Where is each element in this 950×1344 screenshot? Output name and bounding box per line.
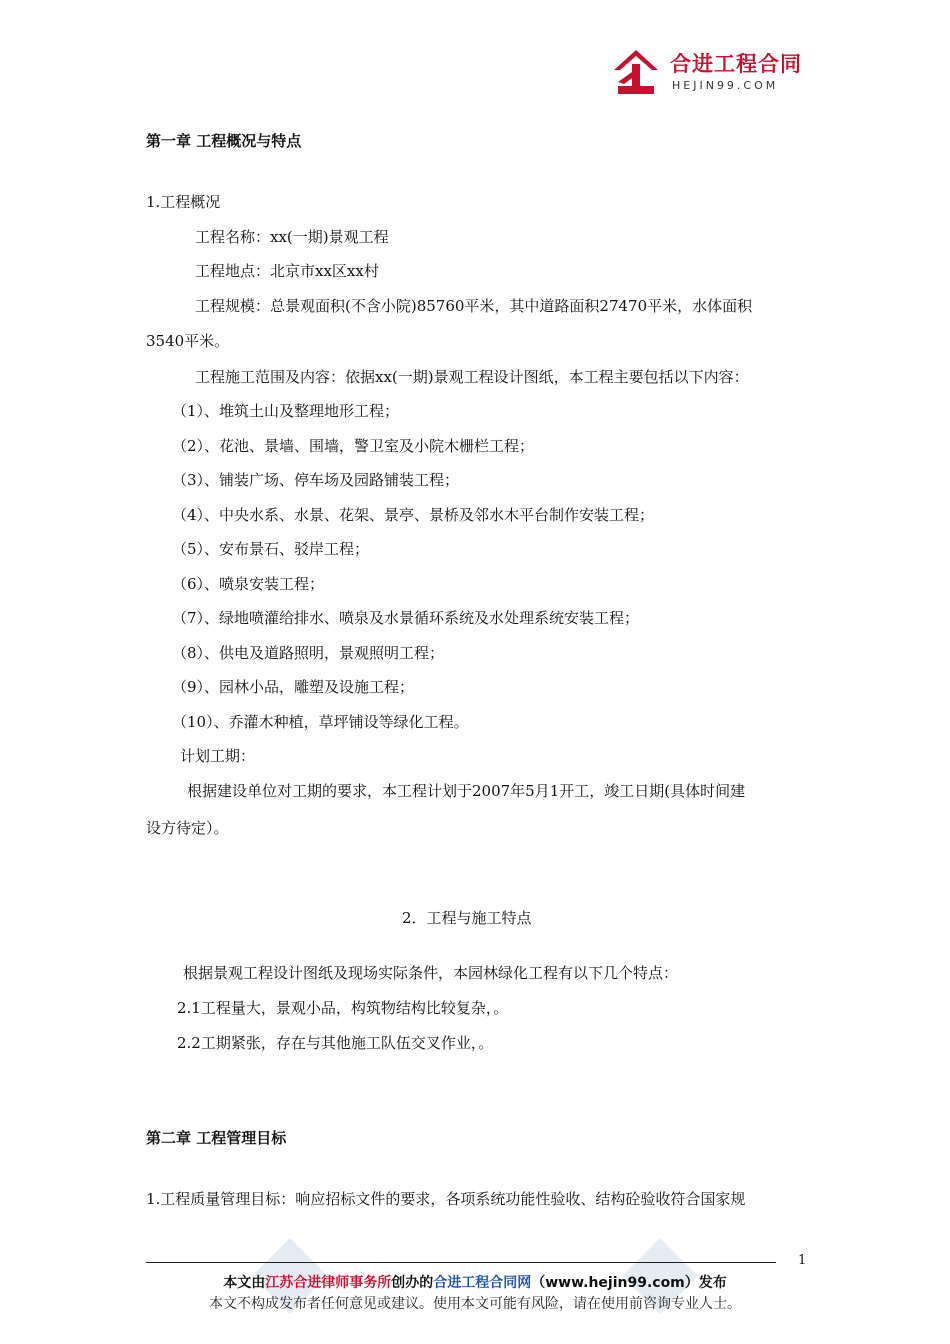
quality-goal: 1.工程质量管理目标：响应招标文件的要求，各项系统功能性验收、结构砼验收符合国家规: [146, 1190, 746, 1208]
feature-item: 2.2工期紧张，存在与其他施工队伍交叉作业，。: [177, 1034, 494, 1052]
scope-item: （7）、绿地喷灌给排水、喷泉及水景循环系统及水处理系统安装工程；: [172, 609, 640, 627]
footer-prefix: 本文由: [223, 1275, 266, 1291]
logo-url: HEJIN99.COM: [672, 79, 779, 92]
section-2-title: 2．工程与施工特点: [402, 909, 532, 927]
chapter-1-heading: 第一章 工程概况与特点: [146, 132, 302, 150]
scope-item: （5）、安布景石、驳岸工程；: [172, 540, 370, 558]
schedule-text: 根据建设单位对工期的要求，本工程计划于2007年5月1开工，竣工日期(具体时间建: [187, 782, 746, 800]
logo-name: 合进工程合同: [670, 52, 802, 76]
site-logo: [612, 44, 812, 100]
footer-disclaimer: 本文不构成发布者任何意见或建议。使用本文可能有风险，请在使用前咨询专业人士。: [209, 1296, 741, 1312]
project-location: 工程地点：北京市xx区xx村: [195, 262, 379, 280]
project-scale: 工程规模：总景观面积(不含小院)85760平米，其中道路面积27470平米，水体面积: [195, 297, 753, 315]
scope-intro: 工程施工范围及内容：依据xx(一期)景观工程设计图纸，本工程主要包括以下内容：: [195, 368, 749, 386]
section-1-title: 1.工程概况: [146, 193, 221, 211]
scope-item: （8）、供电及道路照明，景观照明工程；: [172, 644, 445, 662]
footer-divider: [146, 1262, 776, 1263]
features-intro: 根据景观工程设计图纸及现场实际条件，本园林绿化工程有以下几个特点：: [183, 964, 679, 982]
scope-item: （1）、堆筑土山及整理地形工程；: [172, 402, 400, 420]
schedule-label: 计划工期：: [180, 747, 256, 765]
project-scale-cont: 3540平米。: [146, 332, 230, 350]
feature-item: 2.1工程量大，景观小品，构筑物结构比较复杂，。: [177, 999, 509, 1017]
scope-item: （9）、园林小品，雕塑及设施工程；: [172, 678, 415, 696]
scope-item: （4）、中央水系、水景、花架、景亭、景桥及邻水木平台制作安装工程；: [172, 506, 655, 524]
project-name: 工程名称：xx(一期)景观工程: [195, 228, 389, 246]
footer-suffix: （www.hejin99.com）发布: [531, 1275, 727, 1291]
footer-site-link[interactable]: 合进工程合同网: [433, 1275, 532, 1291]
scope-item: （3）、铺装广场、停车场及园路铺装工程；: [172, 471, 460, 489]
house-logo-icon: [612, 48, 660, 96]
scope-item: （10）、乔灌木种植，草坪铺设等绿化工程。: [172, 713, 469, 731]
schedule-text-cont: 设方待定）。: [146, 819, 229, 837]
footer-publisher-line: [0, 1272, 950, 1292]
chapter-2-heading: 第二章 工程管理目标: [146, 1129, 287, 1147]
footer-firm-link[interactable]: 江苏合进律师事务所: [265, 1275, 392, 1291]
page-number: 1: [798, 1253, 807, 1268]
scope-item: （2）、花池、景墙、围墙，警卫室及小院木栅栏工程；: [172, 437, 535, 455]
footer-middle: 创办的: [391, 1275, 434, 1291]
scope-item: （6）、喷泉安装工程；: [172, 575, 325, 593]
